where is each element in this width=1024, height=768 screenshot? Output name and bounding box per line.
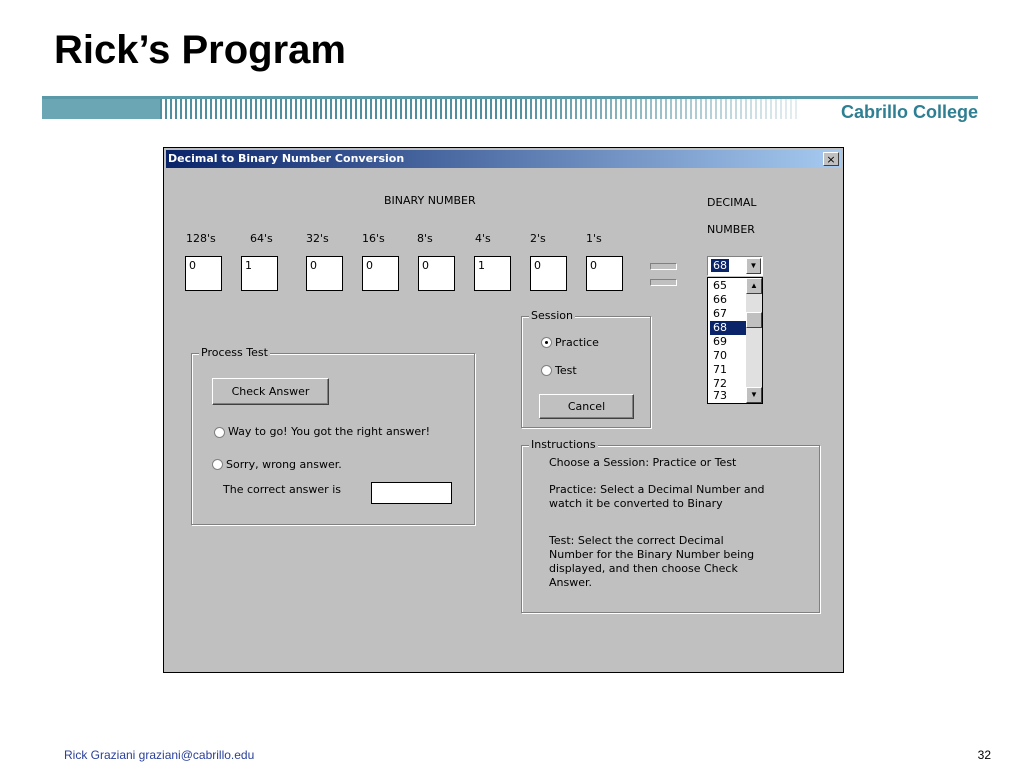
college-logo-text: Cabrillo College <box>840 102 978 122</box>
practice-label[interactable]: Practice <box>555 336 599 349</box>
correct-answer-label: The correct answer is <box>223 483 341 496</box>
bit-box-64: 1 <box>241 256 278 291</box>
bit-box-1: 0 <box>586 256 623 291</box>
decimal-listbox[interactable] <box>707 277 763 404</box>
decimal-list-item[interactable]: 66 <box>713 293 727 306</box>
instructions-practice-line1: Practice: Select a Decimal Number and <box>549 483 765 496</box>
right-answer-label: Way to go! You got the right answer! <box>228 425 431 438</box>
instructions-test-line3: displayed, and then choose Check <box>549 562 738 575</box>
equals-bar-bottom <box>650 279 677 286</box>
decimal-list-item[interactable]: 71 <box>713 363 727 376</box>
bit-box-32: 0 <box>306 256 343 291</box>
bit-box-128: 0 <box>185 256 222 291</box>
cancel-button[interactable]: Cancel <box>539 394 634 419</box>
listbox-scrollbar[interactable] <box>746 278 762 403</box>
practice-radio[interactable] <box>541 337 552 348</box>
place-label-8: 8's <box>417 232 433 245</box>
correct-answer-field[interactable] <box>371 482 452 504</box>
banner-stripes <box>160 99 800 119</box>
instructions-test-line1: Test: Select the correct Decimal <box>549 534 724 547</box>
scroll-thumb[interactable] <box>746 312 762 328</box>
decimal-list-item[interactable]: 72 <box>713 377 727 390</box>
decimal-selected-value: 68 <box>713 259 727 272</box>
decimal-list-item[interactable]: 70 <box>713 349 727 362</box>
slide-title: Rick’s Program <box>54 28 346 72</box>
instructions-test-line2: Number for the Binary Number being <box>549 548 755 561</box>
place-label-32: 32's <box>306 232 329 245</box>
bit-box-4: 1 <box>474 256 511 291</box>
bit-box-16: 0 <box>362 256 399 291</box>
decimal-heading-line1: DECIMAL <box>707 196 757 209</box>
banner-solid-block <box>42 99 160 119</box>
decimal-list-item[interactable]: 73 <box>713 389 727 402</box>
instructions-group-title: Instructions <box>531 438 596 451</box>
page-number: 32 <box>977 748 991 762</box>
equals-bar-top <box>650 263 677 270</box>
binary-number-heading: BINARY NUMBER <box>384 194 476 207</box>
wrong-answer-radio[interactable] <box>212 459 223 470</box>
decimal-heading-line2: NUMBER <box>707 223 755 236</box>
window-titlebar[interactable] <box>166 150 841 168</box>
decimal-combo[interactable] <box>707 256 763 276</box>
place-label-64: 64's <box>250 232 273 245</box>
place-label-128: 128's <box>186 232 216 245</box>
bit-box-2: 0 <box>530 256 567 291</box>
wrong-answer-label: Sorry, wrong answer. <box>226 458 342 471</box>
decimal-list-item-selected[interactable]: 68 <box>710 321 749 335</box>
test-label[interactable]: Test <box>555 364 577 377</box>
bit-box-8: 0 <box>418 256 455 291</box>
place-label-16: 16's <box>362 232 385 245</box>
scroll-down-icon[interactable]: ▼ <box>746 387 762 403</box>
session-group-title: Session <box>531 309 573 322</box>
place-label-4: 4's <box>475 232 491 245</box>
process-test-group-title: Process Test <box>201 346 268 359</box>
window-title: Decimal to Binary Number Conversion <box>168 152 405 165</box>
test-radio[interactable] <box>541 365 552 376</box>
decimal-list-item[interactable]: 67 <box>713 307 727 320</box>
instructions-practice-line2: watch it be converted to Binary <box>549 497 723 510</box>
header-banner <box>42 96 978 122</box>
check-answer-button[interactable]: Check Answer <box>212 378 329 405</box>
right-answer-radio[interactable] <box>214 427 225 438</box>
decimal-list-item[interactable]: 69 <box>713 335 727 348</box>
footer-author: Rick Graziani graziani@cabrillo.edu <box>64 748 255 762</box>
place-label-1: 1's <box>586 232 602 245</box>
scroll-up-icon[interactable]: ▲ <box>746 278 762 294</box>
decimal-list-item[interactable]: 65 <box>713 279 727 292</box>
place-label-2: 2's <box>530 232 546 245</box>
close-button[interactable]: × <box>823 152 839 166</box>
dropdown-arrow-icon[interactable]: ▼ <box>746 258 761 274</box>
conversion-window <box>163 147 844 673</box>
instructions-line: Choose a Session: Practice or Test <box>549 456 737 469</box>
instructions-test-line4: Answer. <box>549 576 593 589</box>
